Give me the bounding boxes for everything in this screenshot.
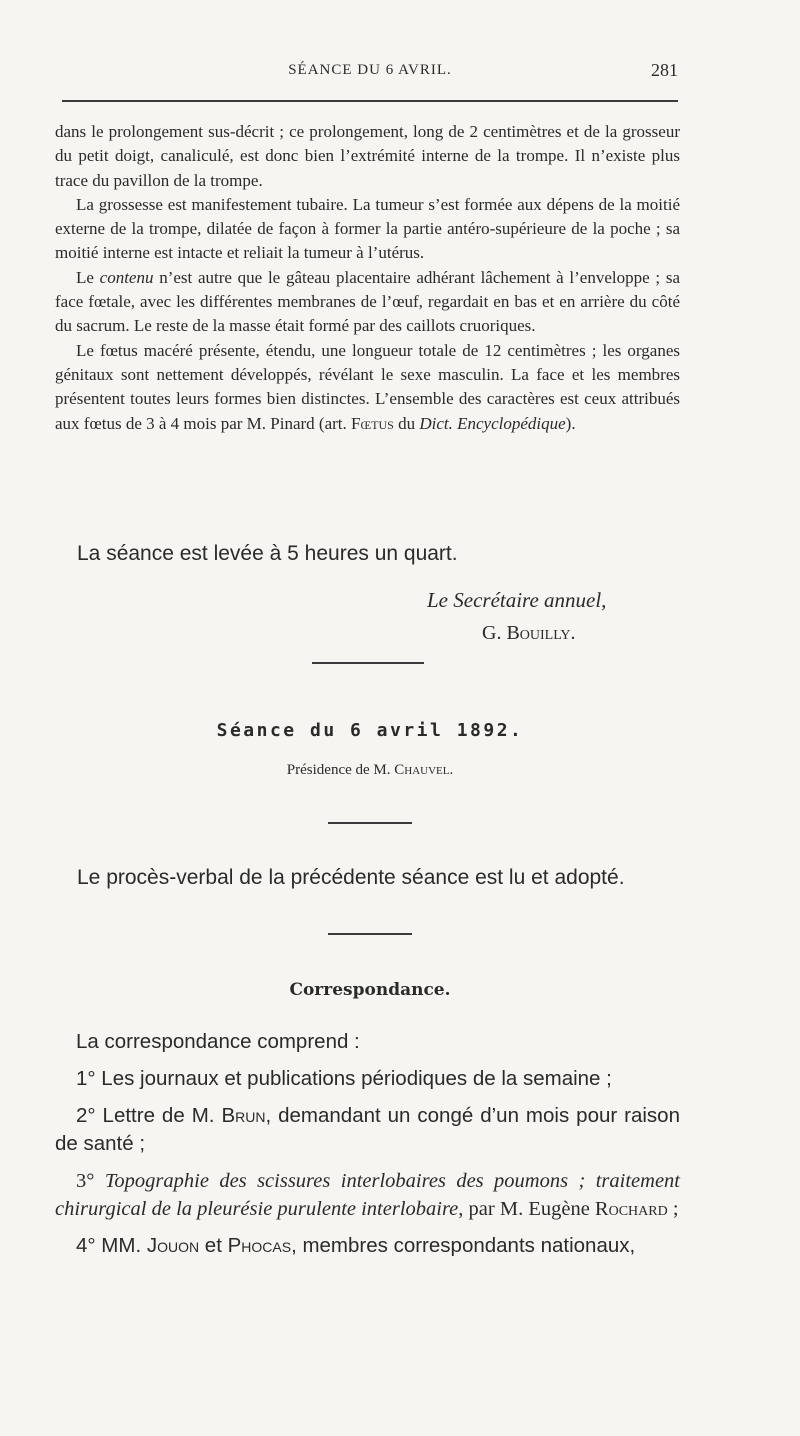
contenu-rest: n’est autre que le gâteau placentaire adhérant lâchement à l’enveloppe ; sa face fœtale, avec les différentes membranes de l’œuf, regardait en bas et en arrière du côté du sacrum. Le reste de la masse était formé par des caillots cruoriques.: [55, 267, 680, 336]
item3-by: , par M. Eugène: [458, 1198, 595, 1220]
proces-verbal: Le procès-verbal de la précédente séance est lu et adopté.: [77, 866, 625, 889]
signer-initial: G.: [482, 622, 507, 644]
correspondance-item-3: [55, 1167, 680, 1223]
correspondance-item-2: [55, 1102, 680, 1158]
presidence-line: [0, 762, 740, 779]
correspondance-item-1: 1° Les journaux et publications périodiques de la semaine ;: [76, 1067, 612, 1090]
signer-surname: Bouilly.: [506, 622, 576, 644]
running-title: SÉANCE DU 6 AVRIL.: [288, 62, 452, 78]
item3-end: ;: [667, 1198, 679, 1220]
paragraph-prolongement: dans le prolongement sus-décrit ; ce prolongement, long de 2 centimètres et de la grosseur du petit doigt, canaliculé, est donc bien l’extrémité interne de la trompe. Il n’existe plus trace du pavillon de la trompe.: [55, 122, 680, 190]
president-name: Chauvel.: [394, 762, 454, 778]
dict-reference: Dict. Encyclopédique: [419, 413, 566, 433]
item4-et: et: [199, 1234, 228, 1257]
paragraph-contenu: [55, 266, 680, 339]
paragraph-foetus: [55, 339, 680, 436]
seance-heading: Séance du 6 avril 1892.: [216, 720, 524, 741]
paragraph-grossesse: La grossesse est manifestement tubaire. La tumeur s’est formée aux dépens de la moitié externe de la trompe, dilatée de façon à former la partie antéro-supérieure de la poche ; sa moitié interne est intacte et reliait la tumeur à l’utérus.: [55, 194, 680, 263]
correspondance-list: [55, 1028, 680, 1269]
foetus-article: Fœtus: [351, 413, 394, 433]
item4-name-1: Jouon: [146, 1234, 200, 1257]
item4-start: 4° MM.: [76, 1234, 147, 1257]
running-header: [62, 62, 678, 90]
foetus-text: Le fœtus macéré présente, étendu, une longueur totale de 12 centimètres ; les organes génitaux sont nettement développés, révélant le sexe masculin. La face et les membres présentent toutes leurs formes bien distinctes. L’ensemble des caractères est ceux attribués aux fœtus de 3 à 4 mois par M. Pinard (art.: [55, 340, 680, 433]
foetus-du: du: [393, 413, 420, 433]
item2-start: 2° Lettre de M.: [76, 1104, 222, 1127]
contenu-italic: contenu: [99, 267, 154, 287]
secretaire-title: Le Secrétaire annuel,: [427, 588, 607, 612]
seance-levee: La séance est levée à 5 heures un quart.: [77, 542, 458, 565]
item2-end: , demandant un congé d’un mois pour raison de santé ;: [55, 1104, 680, 1155]
item4-name-2: Phocas: [227, 1234, 292, 1257]
section-divider: [328, 822, 412, 824]
foetus-end: ).: [565, 413, 576, 433]
section-divider: [312, 662, 424, 664]
item2-name: Brun: [221, 1104, 266, 1127]
signature: [482, 622, 576, 645]
item3-name: Rochard: [594, 1198, 668, 1220]
correspondance-intro: La correspondance comprend :: [76, 1030, 360, 1053]
correspondance-item-4: [55, 1232, 680, 1260]
header-rule: [62, 100, 678, 102]
item4-end: , membres correspondants nationaux,: [291, 1234, 636, 1257]
section-divider: [328, 933, 412, 935]
contenu-lead: Le: [76, 267, 100, 287]
item3-title: Topographie des scissures interlobaires des poumons ; traitement chirurgical de la pleurésie purulente interlobaire: [55, 1170, 680, 1220]
correspondance-heading: Correspondance.: [289, 980, 451, 1000]
item3-number: 3°: [76, 1170, 105, 1192]
case-report-text: [55, 120, 680, 436]
presidence-prefix: Présidence de M.: [286, 762, 395, 778]
page-number: 281: [651, 60, 678, 80]
